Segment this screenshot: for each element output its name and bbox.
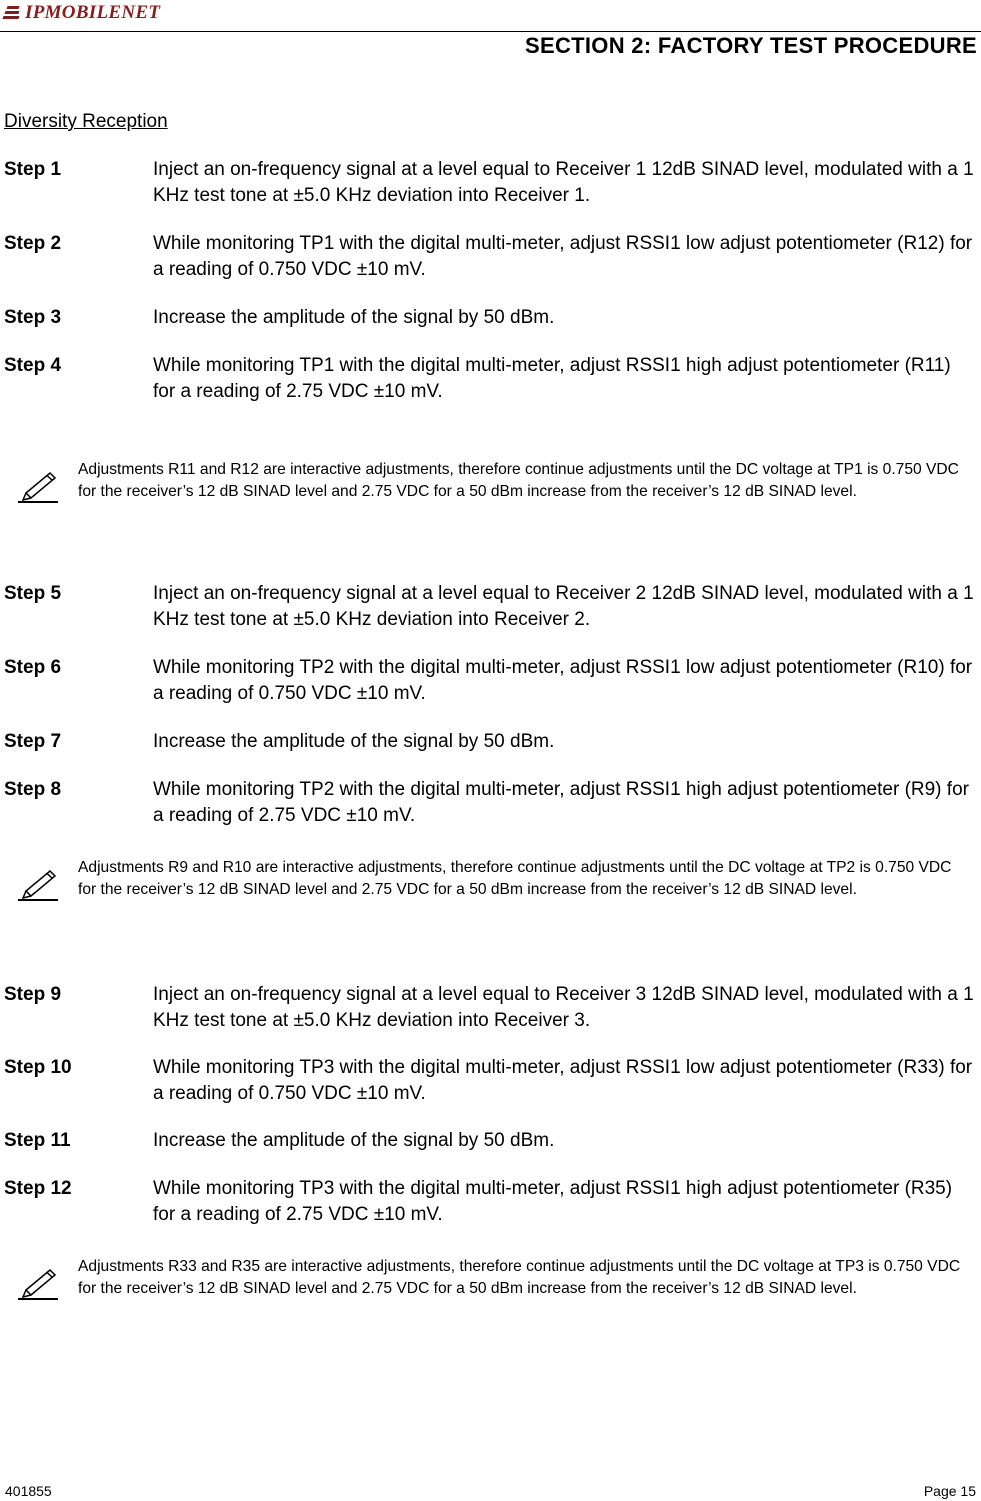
step-text: Increase the amplitude of the signal by 50 dBm.	[153, 1130, 555, 1151]
step-item	[4, 305, 978, 331]
step-text: While monitoring TP3 with the digital multi-meter, adjust RSSI1 low adjust potentiometer (R33) for a reading of 0.750 VDC ±10 mV.	[153, 1057, 973, 1104]
note-text: Adjustments R33 and R35 are interactive adjustments, therefore continue adjustments until the DC voltage at TP3 is 0.750 VDC for the receiver’s 12 dB SINAD level and 2.75 VDC for a 50 dBm increase from the receiver’s 12 dB SINAD level.	[78, 1258, 961, 1297]
step-label: Step 2	[4, 233, 62, 254]
step-item	[4, 777, 978, 829]
step-label: Step 1	[4, 159, 62, 180]
header-divider	[0, 31, 981, 32]
step-label: Step 5	[4, 583, 62, 604]
pencil-icon	[16, 867, 60, 901]
note-text: Adjustments R11 and R12 are interactive adjustments, therefore continue adjustments until the DC voltage at TP1 is 0.750 VDC for the receiver’s 12 dB SINAD level and 2.75 VDC for a 50 dBm increase from the receiver’s 12 dB SINAD level.	[78, 461, 959, 500]
pencil-icon	[16, 1266, 60, 1300]
step-label: Step 12	[4, 1178, 72, 1199]
subheading: Diversity Reception	[4, 111, 168, 132]
note-callout	[10, 1256, 970, 1300]
page-number: Page 15	[923, 1483, 976, 1499]
step-item	[4, 231, 978, 283]
step-item	[4, 353, 978, 405]
step-text: While monitoring TP1 with the digital multi-meter, adjust RSSI1 low adjust potentiometer (R12) for a reading of 0.750 VDC ±10 mV.	[153, 233, 973, 280]
step-item	[4, 655, 978, 707]
note-callout	[10, 459, 970, 503]
logo-stripes-icon	[3, 3, 23, 23]
step-item	[4, 581, 978, 633]
step-item	[4, 982, 978, 1034]
company-logo	[3, 2, 160, 24]
step-item	[4, 1055, 978, 1107]
document-number: 401855	[5, 1483, 52, 1499]
step-text: Increase the amplitude of the signal by 50 dBm.	[153, 731, 555, 752]
step-text: While monitoring TP1 with the digital multi-meter, adjust RSSI1 high adjust potentiometer (R11) for a reading of 2.75 VDC ±10 mV.	[153, 355, 951, 402]
note-text: Adjustments R9 and R10 are interactive adjustments, therefore continue adjustments until the DC voltage at TP2 is 0.750 VDC for the receiver’s 12 dB SINAD level and 2.75 VDC for a 50 dBm increase from the receiver’s 12 dB SINAD level.	[78, 859, 952, 898]
step-label: Step 9	[4, 984, 62, 1005]
step-label: Step 11	[4, 1130, 71, 1151]
section-title: SECTION 2: FACTORY TEST PROCEDURE	[525, 33, 977, 58]
step-label: Step 10	[4, 1057, 72, 1078]
step-text: Inject an on-frequency signal at a level equal to Receiver 2 12dB SINAD level, modulated with a 1 KHz test tone at ±5.0 KHz deviation into Receiver 2.	[153, 583, 974, 630]
step-item	[4, 729, 978, 755]
step-label: Step 7	[4, 731, 62, 752]
step-item	[4, 1176, 978, 1228]
step-label: Step 6	[4, 657, 62, 678]
pencil-icon	[16, 469, 60, 503]
note-callout	[10, 857, 970, 901]
step-text: While monitoring TP2 with the digital multi-meter, adjust RSSI1 low adjust potentiometer (R10) for a reading of 0.750 VDC ±10 mV.	[153, 657, 973, 704]
step-item	[4, 157, 978, 209]
logo-text: IPMOBILENET	[25, 2, 161, 23]
step-text: Inject an on-frequency signal at a level equal to Receiver 1 12dB SINAD level, modulated with a 1 KHz test tone at ±5.0 KHz deviation into Receiver 1.	[153, 159, 974, 206]
step-label: Step 3	[4, 307, 62, 328]
step-text: While monitoring TP2 with the digital multi-meter, adjust RSSI1 high adjust potentiometer (R9) for a reading of 2.75 VDC ±10 mV.	[153, 779, 969, 826]
step-item	[4, 1128, 978, 1154]
step-text: Inject an on-frequency signal at a level equal to Receiver 3 12dB SINAD level, modulated with a 1 KHz test tone at ±5.0 KHz deviation into Receiver 3.	[153, 984, 974, 1031]
step-text: While monitoring TP3 with the digital multi-meter, adjust RSSI1 high adjust potentiometer (R35) for a reading of 2.75 VDC ±10 mV.	[153, 1178, 953, 1225]
step-label: Step 8	[4, 779, 62, 800]
step-text: Increase the amplitude of the signal by 50 dBm.	[153, 307, 555, 328]
step-label: Step 4	[4, 355, 62, 376]
